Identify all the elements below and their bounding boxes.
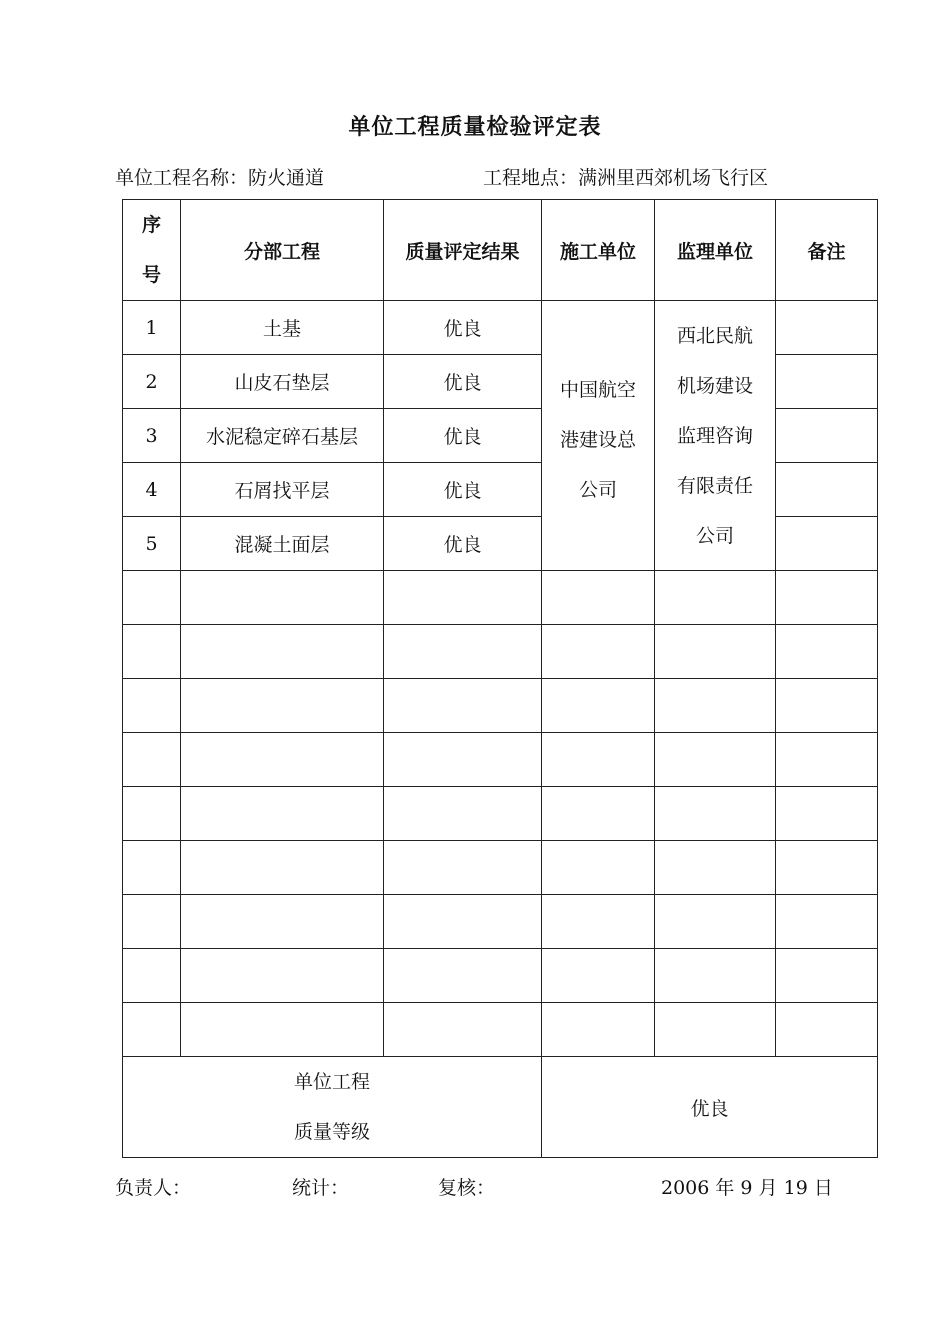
header-seq-line2: 号 [141, 264, 161, 286]
row-seq: 1 [123, 301, 181, 355]
construction-unit-line: 公司 [578, 478, 617, 501]
row-remarks [776, 409, 878, 463]
footer-responsible: 负责人： [115, 1177, 192, 1199]
summary-label-line1: 单位工程 [293, 1071, 370, 1093]
row-sub-project: 混凝土面层 [181, 517, 384, 571]
row-seq: 4 [123, 463, 181, 517]
empty-row [123, 787, 878, 841]
empty-row [123, 679, 878, 733]
supervision-unit-line: 机场建设 [676, 374, 753, 397]
summary-label-cell [123, 1057, 542, 1158]
row-quality-result: 优良 [384, 355, 542, 409]
document-title: 单位工程质量检验评定表 [348, 115, 602, 140]
header-remarks: 备注 [776, 200, 878, 301]
row-remarks [776, 355, 878, 409]
empty-row [123, 733, 878, 787]
row-seq: 2 [123, 355, 181, 409]
empty-row [123, 625, 878, 679]
header-sub-project: 分部工程 [181, 200, 384, 301]
empty-row [123, 895, 878, 949]
footer-date: 2006 年 9 月 19 日 [661, 1177, 833, 1199]
row-sub-project: 水泥稳定碎石基层 [181, 409, 384, 463]
row-remarks [776, 517, 878, 571]
table-row [123, 301, 878, 355]
construction-unit-cell [542, 301, 655, 571]
supervision-unit-cell [655, 301, 776, 571]
project-location: 工程地点：满洲里西郊机场飞行区 [483, 167, 769, 189]
empty-row [123, 949, 878, 1003]
header-supervision-unit: 监理单位 [655, 200, 776, 301]
summary-value: 优良 [542, 1057, 878, 1158]
row-seq: 3 [123, 409, 181, 463]
row-quality-result: 优良 [384, 463, 542, 517]
row-remarks [776, 301, 878, 355]
footer-review: 复核： [438, 1177, 496, 1199]
header-seq-line1: 序 [141, 214, 161, 236]
header-seq [123, 200, 181, 301]
empty-row [123, 571, 878, 625]
row-sub-project: 山皮石垫层 [181, 355, 384, 409]
supervision-unit-line: 有限责任 [676, 474, 753, 497]
row-remarks [776, 463, 878, 517]
row-quality-result: 优良 [384, 409, 542, 463]
construction-unit-line: 港建设总 [559, 428, 636, 451]
row-quality-result: 优良 [384, 517, 542, 571]
project-name: 单位工程名称：防火通道 [115, 167, 325, 189]
supervision-unit-line: 西北民航 [676, 324, 753, 347]
empty-row [123, 1003, 878, 1057]
summary-label-line2: 质量等级 [293, 1121, 370, 1143]
row-sub-project: 土基 [181, 301, 384, 355]
header-construction-unit: 施工单位 [542, 200, 655, 301]
supervision-unit-line: 监理咨询 [676, 424, 753, 447]
supervision-unit-line: 公司 [695, 524, 734, 547]
header-quality-result: 质量评定结果 [384, 200, 542, 301]
row-seq: 5 [123, 517, 181, 571]
row-sub-project: 石屑找平层 [181, 463, 384, 517]
evaluation-table [122, 199, 878, 1158]
footer-statistics: 统计： [292, 1177, 350, 1199]
empty-row [123, 841, 878, 895]
header-row [123, 200, 878, 301]
row-quality-result: 优良 [384, 301, 542, 355]
summary-row [123, 1057, 878, 1158]
construction-unit-line: 中国航空 [559, 378, 636, 401]
